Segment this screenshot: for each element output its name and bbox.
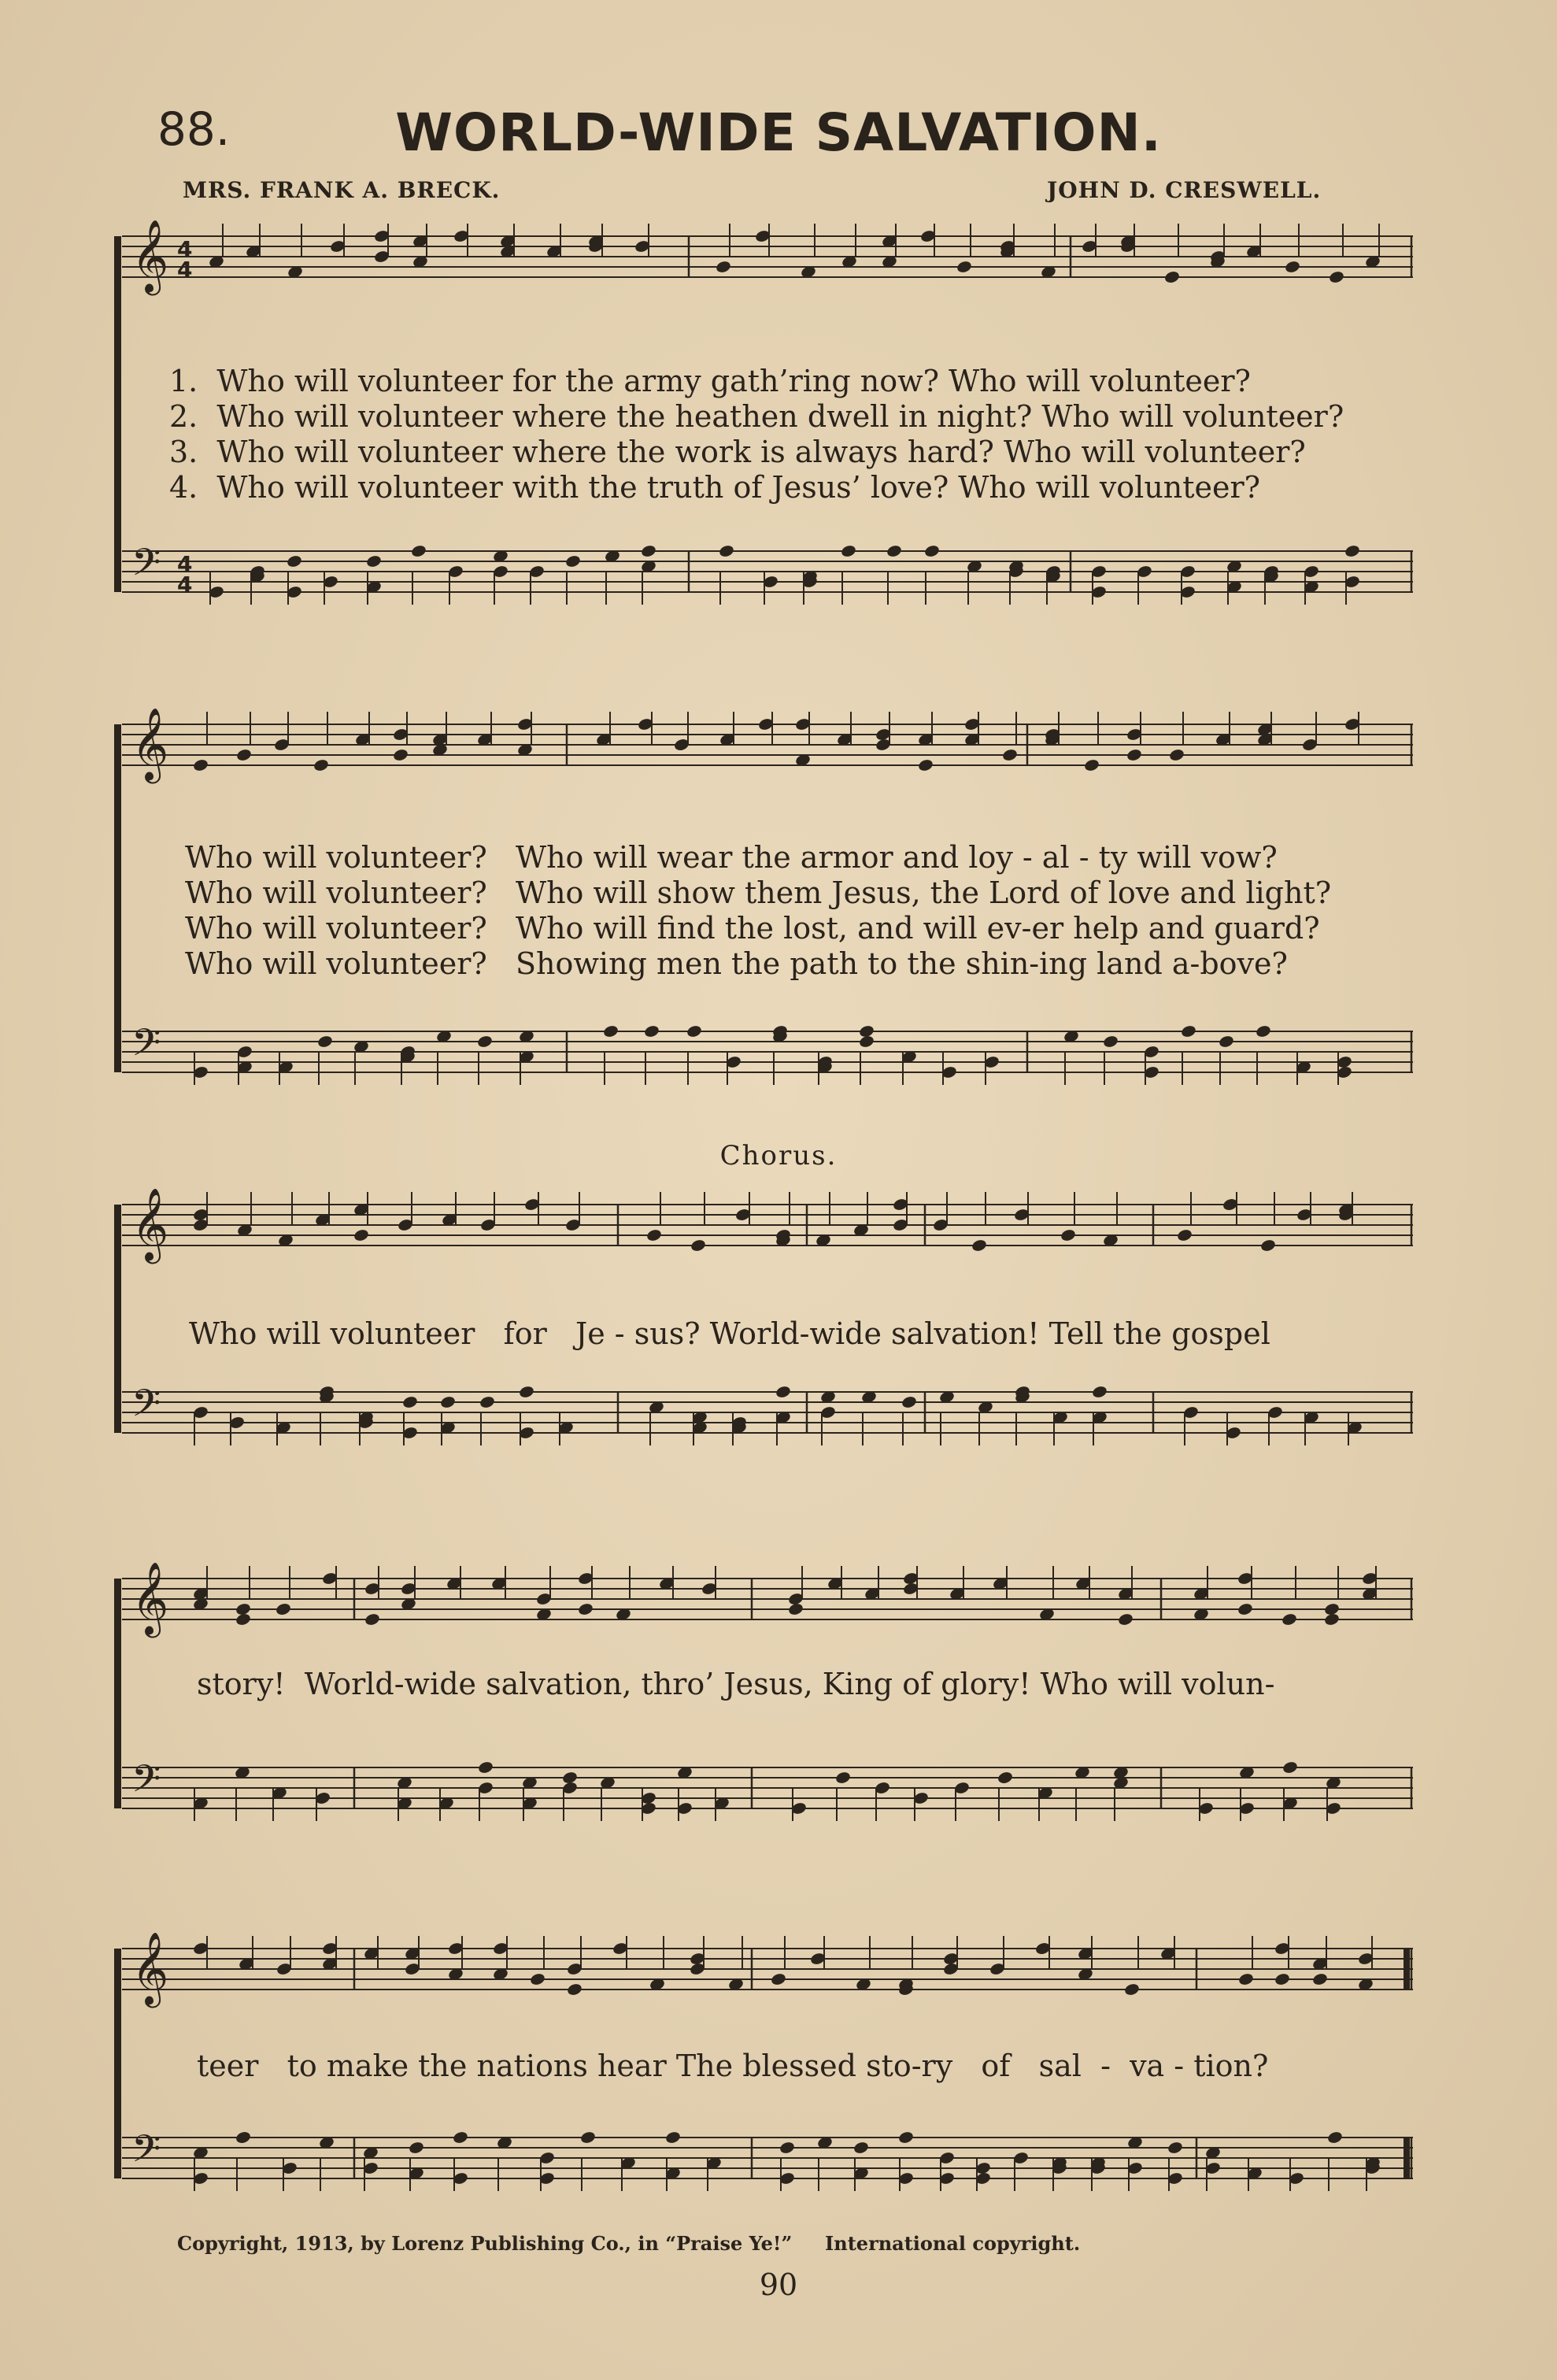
bass-clef-icon: 𝄢	[131, 540, 161, 594]
note-head	[1237, 1602, 1253, 1616]
music-system-1	[114, 220, 1421, 630]
note-head	[1281, 1760, 1298, 1775]
note-head	[1083, 758, 1100, 772]
note-head	[640, 544, 656, 558]
note-head	[1237, 1972, 1254, 1986]
verse-3-line-2: Who will volunteer? Who will find the lost, and will ev-er help and guard?	[185, 911, 1320, 946]
note-head	[477, 1760, 494, 1775]
verse-2-line-1: 2. Who will volunteer where the heathen dwell in night? Who will volunteer?	[169, 399, 1344, 434]
music-system-3	[114, 1181, 1421, 1480]
note-head	[529, 1972, 546, 1986]
final-barline	[1404, 2138, 1410, 2178]
note-head	[901, 1395, 917, 1409]
final-barline	[1404, 1949, 1410, 1990]
note-head	[686, 1024, 702, 1038]
note-head	[664, 2130, 681, 2145]
treble-clef-icon: 𝄞	[131, 1931, 169, 2004]
composer-credit: JOHN D. CRESWELL.	[1047, 177, 1322, 203]
system-brace	[114, 1205, 121, 1433]
page-number: 90	[759, 2267, 798, 2302]
treble-clef-icon: 𝄞	[131, 1561, 169, 1634]
staff-pair-4	[114, 1555, 1421, 1854]
bass-clef-icon: 𝄢	[131, 1020, 161, 1074]
note-head	[997, 1771, 1013, 1785]
note-head	[408, 2141, 424, 2155]
note-head	[518, 1385, 534, 1399]
bass-clef-icon: 𝄢	[131, 1756, 161, 1810]
note-head	[235, 2130, 251, 2145]
verse-1-line-2: Who will volunteer? Who will wear the armor and loy - al - ty will vow?	[185, 840, 1278, 875]
note-head	[1123, 1982, 1140, 1997]
note-head	[401, 1395, 418, 1409]
note-head	[770, 1972, 786, 1986]
note-head	[577, 1602, 594, 1616]
note-head	[275, 1602, 291, 1616]
note-head	[439, 1395, 456, 1409]
note-head	[452, 2130, 468, 2145]
note-head	[1328, 270, 1344, 284]
note-head	[316, 1035, 333, 1049]
note-head	[1344, 544, 1360, 558]
bass-clef-icon: 𝄢	[131, 1381, 161, 1434]
note-head	[410, 544, 427, 558]
note-head	[566, 1982, 582, 1997]
system-brace	[114, 1949, 121, 2178]
time-signature-top: 4	[177, 236, 193, 262]
verse-4-line-1: 4. Who will volunteer with the truth of Jesus’ love? Who will volunteer?	[169, 470, 1261, 505]
note-head	[1259, 1238, 1276, 1253]
hymn-title: WORLD-WIDE SALVATION.	[395, 102, 1162, 163]
chorus-line-1: Who will volunteer for Je - sus? World-wide salvation! Tell the gospel	[189, 1316, 1270, 1351]
note-head	[1091, 1385, 1108, 1399]
note-head	[917, 758, 934, 772]
note-head	[956, 260, 972, 274]
note-head	[602, 1024, 619, 1038]
note-head	[886, 544, 902, 558]
verse-2-line-2: Who will volunteer? Who will show them Jesus, the Lord of love and light?	[185, 875, 1332, 910]
note-head	[192, 758, 209, 772]
chorus-line-3: teer to make the nations hear The blessed sto-ry of sal - va - tion?	[197, 2049, 1269, 2083]
note-head	[1163, 270, 1180, 284]
note-head	[1176, 1228, 1193, 1242]
note-head	[840, 544, 856, 558]
note-head	[1284, 260, 1300, 274]
note-head	[645, 1228, 662, 1242]
treble-clef-icon: 𝄞	[131, 220, 169, 292]
note-head	[476, 1035, 493, 1049]
note-head	[1274, 1972, 1290, 1986]
note-head	[1326, 2130, 1343, 2145]
verse-1-line-1: 1. Who will volunteer for the army gath’ring now? Who will volunteer?	[169, 364, 1251, 398]
note-head	[643, 1024, 660, 1038]
note-head	[1167, 2141, 1183, 2155]
note-head	[365, 554, 382, 568]
note-head	[364, 1612, 380, 1627]
note-head	[1311, 1972, 1328, 1986]
note-head	[1102, 1035, 1119, 1049]
system-brace	[114, 724, 121, 1072]
note-head	[718, 544, 734, 558]
note-head	[1281, 1612, 1297, 1627]
chorus-line-2: story! World-wide salvation, thro’ Jesus, King of glory! Who will volun-	[197, 1667, 1275, 1701]
lyricist-credit: MRS. FRANK A. BRECK.	[183, 177, 501, 203]
note-head	[1060, 1228, 1076, 1242]
note-head	[778, 2141, 795, 2155]
note-head	[235, 1602, 251, 1616]
note-head	[897, 2130, 914, 2145]
time-signature-bottom: 4	[177, 257, 193, 283]
note-head	[1126, 748, 1142, 762]
note-head	[1255, 1024, 1271, 1038]
note-head	[1323, 1612, 1340, 1627]
note-head	[852, 2141, 869, 2155]
note-head	[1218, 1035, 1234, 1049]
system-brace	[114, 236, 121, 592]
treble-clef-icon: 𝄞	[131, 1187, 169, 1260]
chorus-label: Chorus.	[719, 1140, 838, 1171]
note-head	[479, 1395, 495, 1409]
note-head	[313, 758, 329, 772]
note-head	[1180, 1024, 1196, 1038]
verse-3-line-1: 3. Who will volunteer where the work is always hard? Who will volunteer?	[169, 435, 1306, 469]
note-head	[1168, 748, 1185, 762]
note-head	[235, 748, 252, 762]
copyright-notice: Copyright, 1913, by Lorenz Publishing Co., in “Praise Ye!” International copyright.	[177, 2232, 1081, 2255]
bass-clef-icon: 𝄢	[131, 2126, 161, 2180]
treble-clef-icon: 𝄞	[131, 707, 169, 780]
note-head	[971, 1238, 987, 1253]
note-head	[775, 1385, 791, 1399]
note-head	[1117, 1612, 1134, 1627]
verse-4-line-2: Who will volunteer? Showing men the path to the shin-ing land a-bove?	[185, 946, 1288, 981]
note-head	[392, 748, 409, 762]
note-head	[858, 1035, 875, 1049]
note-head	[286, 554, 302, 568]
music-system-4	[114, 1555, 1421, 1854]
time-signature-top: 4	[177, 551, 193, 577]
note-head	[923, 544, 940, 558]
note-head	[787, 1602, 804, 1616]
note-head	[715, 260, 731, 274]
system-brace	[114, 1579, 121, 1808]
note-head	[834, 1771, 851, 1785]
note-head	[1001, 748, 1018, 762]
note-head	[353, 1228, 369, 1242]
note-head	[690, 1238, 706, 1253]
note-head	[564, 554, 581, 568]
time-signature-bottom: 4	[177, 572, 193, 598]
note-head	[579, 2130, 596, 2145]
music-system-2	[114, 701, 1421, 1110]
hymn-number: 88.	[157, 102, 231, 156]
music-system-5	[114, 1925, 1421, 2224]
